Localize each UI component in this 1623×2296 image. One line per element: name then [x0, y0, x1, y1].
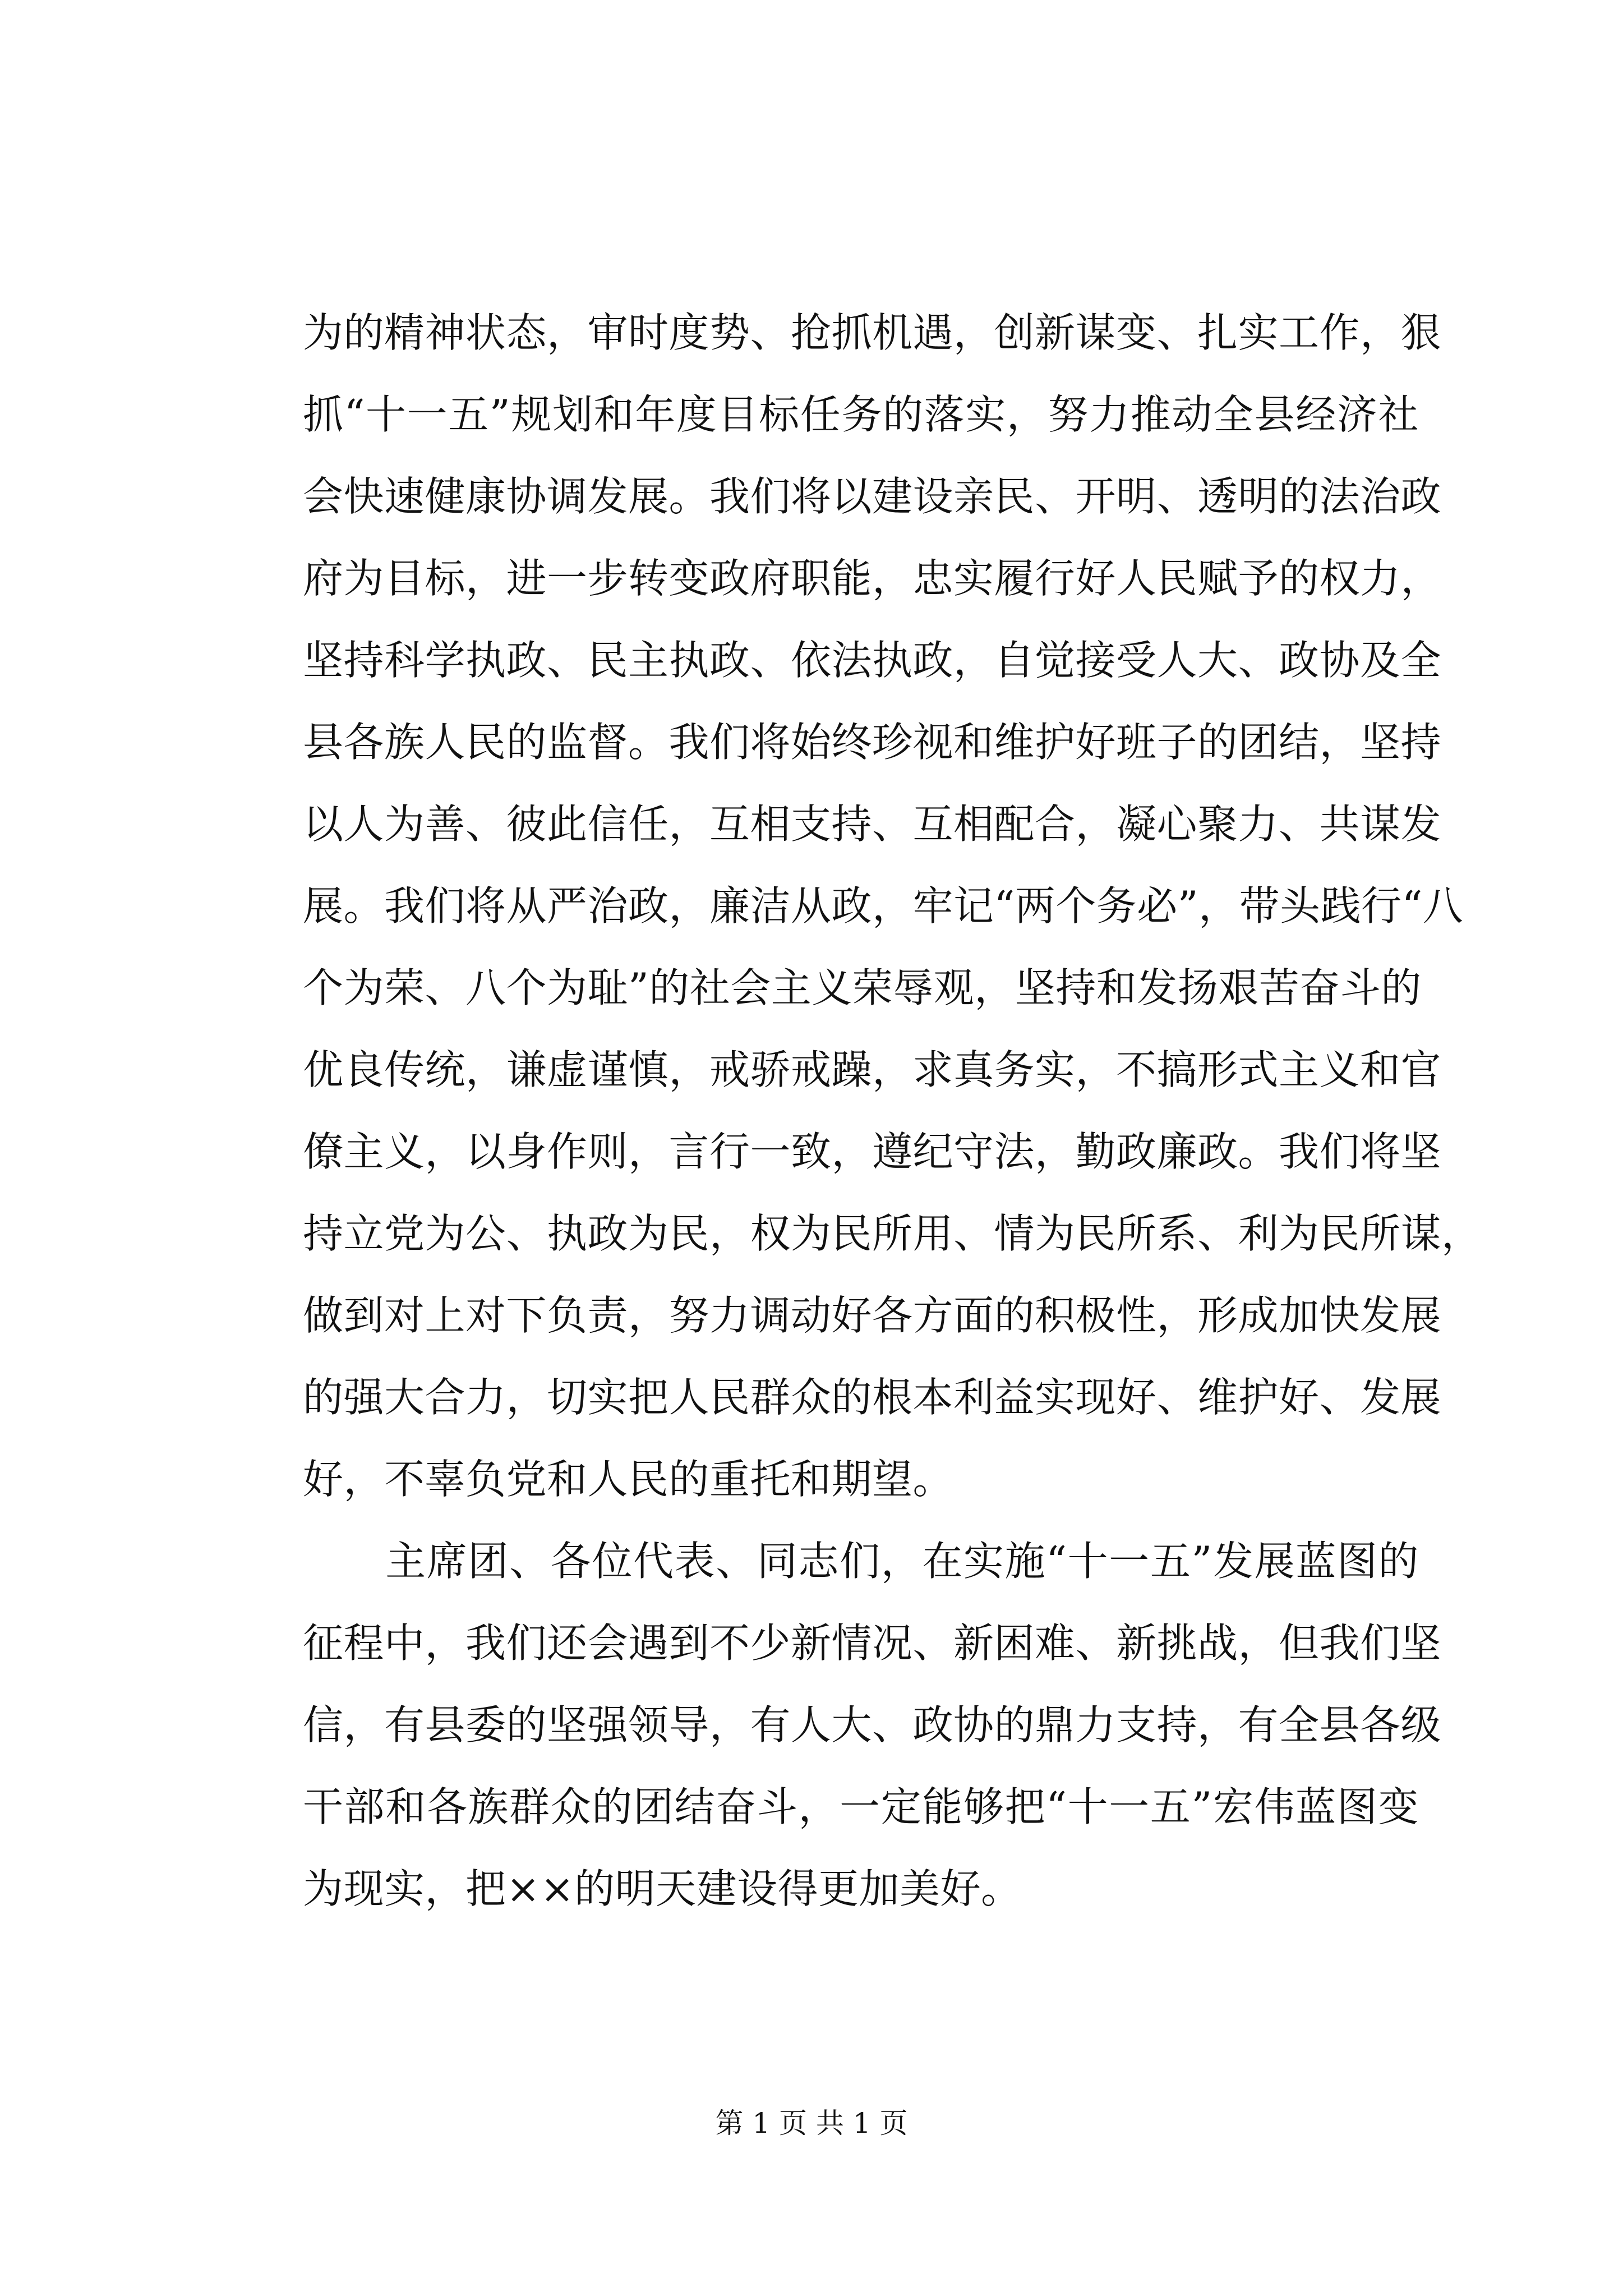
text-line: 持立党为公、执政为民，权为民所用、情为民所系、利为民所谋， [303, 1210, 1482, 1257]
text-line: 展。我们将从严治政，廉洁从政，牢记“两个务必”，带头践行“八 [303, 882, 1464, 930]
text-line: 会快速健康协调发展。我们将以建设亲民、开明、透明的法治政 [303, 473, 1442, 520]
page-footer: 第 1 页 共 1 页 [715, 2107, 908, 2139]
text-line: 做到对上对下负责，努力调动好各方面的积极性，形成加快发展 [303, 1292, 1442, 1339]
text-line: 干部和各族群众的团结奋斗，一定能够把“十一五”宏伟蓝图变 [303, 1783, 1419, 1830]
text-line: 府为目标，进一步转变政府职能，忠实履行好人民赋予的权力， [303, 555, 1442, 602]
text-line: 征程中，我们还会遇到不少新情况、新困难、新挑战，但我们坚 [303, 1619, 1442, 1667]
text-line: 为现实，把××的明天建设得更加美好。 [303, 1865, 1022, 1912]
text-line: 以人为善、彼此信任，互相支持、互相配合，凝心聚力、共谋发 [303, 800, 1442, 848]
text-line: 主席团、各位代表、同志们，在实施“十一五”发展蓝图的 [303, 1538, 1419, 1585]
document-body [303, 292, 1482, 1930]
text-line: 的强大合力，切实把人民群众的根本利益实现好、维护好、发展 [303, 1374, 1442, 1421]
text-line: 优良传统，谦虚谨慎，戒骄戒躁，求真务实，不搞形式主义和官 [303, 1046, 1442, 1093]
text-line: 县各族人民的监督。我们将始终珍视和维护好班子的团结，坚持 [303, 719, 1442, 766]
text-line: 为的精神状态，审时度势、抢抓机遇，创新谋变、扎实工作，狠 [303, 309, 1442, 356]
text-line: 个为荣、八个为耻”的社会主义荣辱观，坚持和发扬艰苦奋斗的 [303, 964, 1422, 1011]
text-line: 信，有县委的坚强领导，有人大、政协的鼎力支持，有全县各级 [303, 1701, 1442, 1749]
text-line: 僚主义，以身作则，言行一致，遵纪守法，勤政廉政。我们将坚 [303, 1128, 1442, 1175]
paragraph [303, 1520, 1442, 1930]
text-line: 抓“十一五”规划和年度目标任务的落实，努力推动全县经济社 [303, 391, 1419, 438]
text-line: 坚持科学执政、民主执政、依法执政，自觉接受人大、政协及全 [303, 637, 1442, 684]
text-line: 好，不辜负党和人民的重托和期望。 [303, 1456, 954, 1503]
paragraph [303, 292, 1482, 1520]
